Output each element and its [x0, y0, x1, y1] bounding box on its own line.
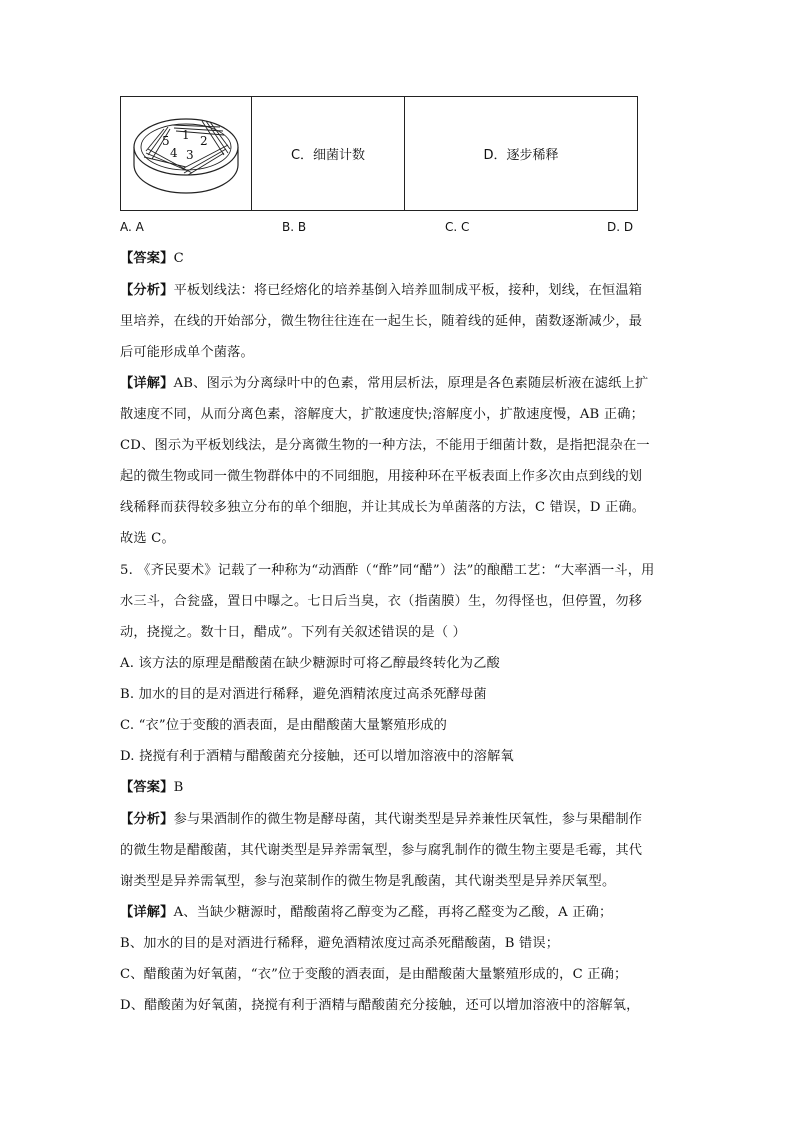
q5-stem-line-2: 水三斗，合瓮盛，置日中曝之。七日后当臭，衣（指菌膜）生，勿得怪也，但停置，勿移	[120, 594, 643, 609]
q5-answer	[120, 779, 656, 797]
choice-c: C. C	[445, 220, 470, 234]
q4-detail-line-5: 线稀释而获得较多独立分布的单个细胞，并让其成长为单菌落的方法，C 错误，D 正确。	[120, 500, 646, 515]
q4-detail-line-3: CD、图示为平板划线法，是分离微生物的一种方法，不能用于细菌计数，是指把混杂在一	[120, 438, 650, 453]
q5-option-c: C. “衣”位于变酸的酒表面，是由醋酸菌大量繁殖形成的	[120, 718, 448, 733]
q5-analysis-line-2: 的微生物是醋酸菌，其代谢类型是异养需氧型，参与腐乳制作的微生物主要是毛霉，其代	[120, 843, 643, 858]
streak-plate-figure	[124, 99, 248, 209]
detail-text: A、当缺少糖源时，醋酸菌将乙醇变为乙醛，再将乙醛变为乙酸，A 正确；	[173, 905, 613, 920]
q4-detail-line-4: 起的微生物或同一微生物群体中的不同细胞，用接种环在平板表面上作多次由点到线的划	[120, 469, 643, 484]
plate-number-1: 1	[182, 127, 190, 142]
answer-tag: 【答案】	[120, 251, 174, 266]
q5-stem-line-3: 动，挠搅之。数十日，醋成”。下列有关叙述错误的是（ ）	[120, 625, 467, 640]
q5-stem-line-1: 5. 《齐民要术》记载了一种称为“动酒酢（“酢”同“醋”）法”的酿醋工艺：“大率酒一斗，用	[120, 563, 655, 578]
plate-number-5: 5	[162, 133, 170, 148]
answer-value: C	[173, 251, 184, 266]
plate-number-3: 3	[186, 147, 194, 162]
option-table	[120, 96, 638, 211]
q5-detail-line-3: C、醋酸菌为好氧菌，“衣”位于变酸的酒表面，是由醋酸菌大量繁殖形成的，C 正确；	[120, 967, 628, 982]
choice-row	[120, 220, 640, 238]
analysis-tag: 【分析】	[120, 812, 174, 827]
choice-b: B. B	[282, 220, 307, 234]
choice-d: D. D	[607, 220, 634, 234]
q4-detail-line-6: 故选 C。	[120, 531, 175, 546]
q5-option-d: D. 挠搅有利于酒精与醋酸菌充分接触，还可以增加溶液中的溶解氧	[120, 749, 514, 764]
analysis-text: 参与果酒制作的微生物是酵母菌，其代谢类型是异养兼性厌氧性，参与果醋制作	[173, 812, 643, 827]
detail-tag: 【详解】	[120, 376, 174, 391]
choice-a: A. A	[120, 220, 144, 234]
option-cell-c: C．细菌计数	[252, 97, 405, 211]
q4-analysis-line-2: 里培养，在线的开始部分，微生物往往连在一起生长，随着线的延伸，菌数逐渐减少，最	[120, 314, 643, 329]
q4-analysis-line-3: 后可能形成单个菌落。	[120, 345, 254, 360]
q5-option-b: B. 加水的目的是对酒进行稀释，避免酒精浓度过高杀死酵母菌	[120, 687, 487, 702]
detail-text: AB、图示为分离绿叶中的色素，常用层析法，原理是各色素随层析液在滤纸上扩	[173, 376, 649, 391]
plate-number-4: 4	[170, 145, 178, 160]
q5-analysis-line-1	[120, 811, 656, 829]
plate-number-2: 2	[200, 133, 208, 148]
q5-detail-line-4: D、醋酸菌为好氧菌，挠搅有利于酒精与醋酸菌充分接触，还可以增加溶液中的溶解氧，	[120, 998, 640, 1013]
analysis-text: 平板划线法：将已经熔化的培养基倒入培养皿制成平板，接种，划线，在恒温箱	[173, 283, 643, 298]
q4-detail-line-1	[120, 375, 656, 393]
q4-detail-line-2: 散速度不同，从而分离色素，溶解度大，扩散速度快;溶解度小，扩散速度慢，AB 正确；	[120, 407, 644, 422]
q5-option-a: A. 该方法的原理是醋酸菌在缺少糖源时可将乙醇最终转化为乙酸	[120, 656, 500, 671]
q5-detail-line-1	[120, 904, 656, 922]
q5-detail-line-2: B、加水的目的是对酒进行稀释，避免酒精浓度过高杀死醋酸菌，B 错误；	[120, 936, 560, 951]
answer-tag: 【答案】	[120, 780, 174, 795]
detail-tag: 【详解】	[120, 905, 174, 920]
q5-analysis-line-3: 谢类型是异养需氧型，参与泡菜制作的微生物是乳酸菌，其代谢类型是异养厌氧型。	[120, 874, 616, 889]
analysis-tag: 【分析】	[120, 283, 174, 298]
answer-value: B	[173, 780, 184, 795]
option-cell-d: D．逐步稀释	[405, 97, 638, 211]
q4-answer	[120, 250, 656, 268]
q4-analysis-line-1	[120, 282, 656, 300]
option-cell-streak-plate	[121, 97, 252, 211]
